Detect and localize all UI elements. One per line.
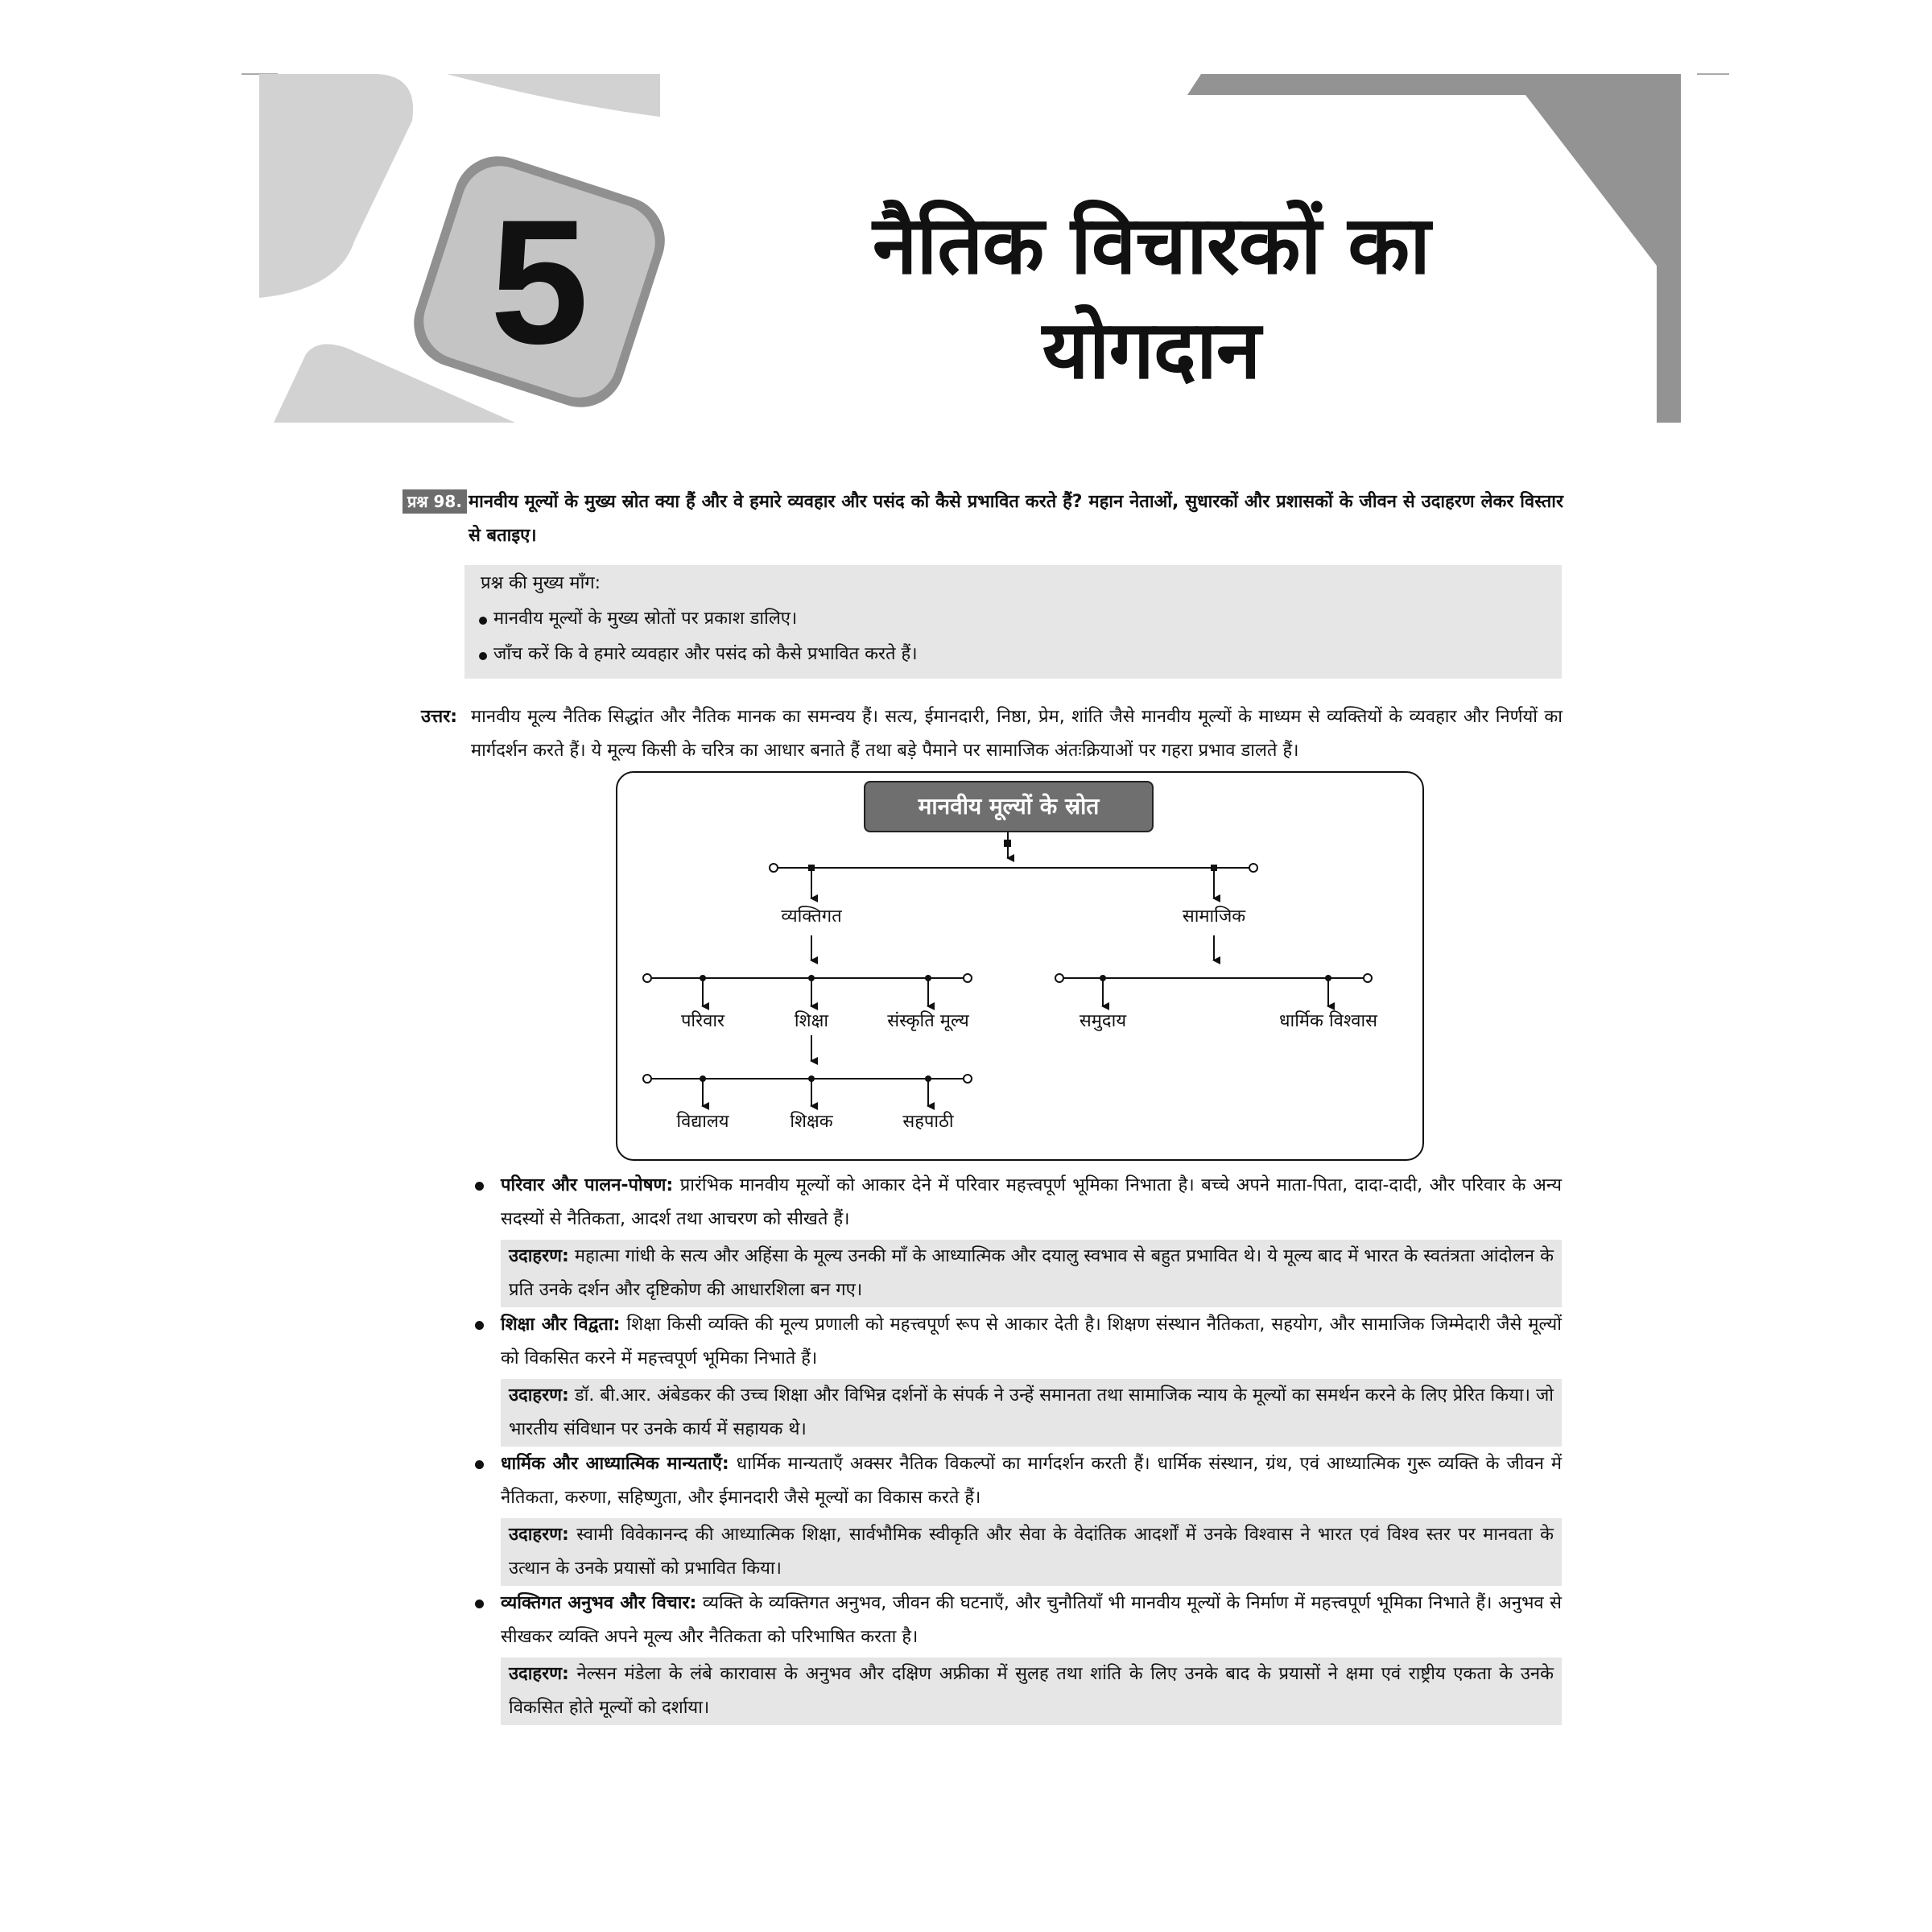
point-religion [501,1447,1562,1515]
diagram-node-personal: व्यक्तिगत [781,906,842,927]
chapter-number: 5 [489,183,589,381]
diagram-node-classmate: सहपाठी [902,1112,954,1132]
point-text: धार्मिक मान्यताएँ अक्सर नैतिक विकल्पों का मार्गदर्शन करती हैं। धार्मिक संस्थान, ग्रंथ, एवं आध्यात्मिक गुरू व्यक्ति के जीवन में नैतिकता, करुणा, सहिष्णुता, और ईमानदारी जैसे मूल्यों का विकास करते हैं। [501,1454,1562,1508]
point-experience [501,1587,1562,1654]
example-box [501,1379,1562,1447]
example-text: महात्मा गांधी के सत्य और अहिंसा के मूल्य उनकी माँ के आध्यात्मिक और दयालु स्वभाव से बहुत प्रभावित थे। ये मूल्य बाद में भारत के स्वतंत्रता आंदोलन के प्रति उनके दर्शन और दृष्टिकोण की आधारशिला बन गए। [509,1246,1554,1300]
answer-label: उत्तर: [421,707,458,727]
diagram-root-node: मानवीय मूल्यों के स्रोत [864,781,1154,832]
diagram-node-culture: संस्कृति मूल्य [887,1011,969,1031]
chapter-title [708,193,1594,402]
decor-shape-left-top [259,74,413,298]
example-text: स्वामी विवेकानन्द की आध्यात्मिक शिक्षा, सार्वभौमिक स्वीकृति और सेवा के वेदांतिक आदर्शों में उनके विश्वास ने भारत एवं विश्व स्तर पर मानवता के उत्थान के उनके प्रयासों को प्रभावित किया। [509,1525,1554,1579]
point-heading: शिक्षा और विद्वता: [501,1315,621,1335]
point-text: प्रारंभिक मानवीय मूल्यों को आकार देने में परिवार महत्त्वपूर्ण भूमिका निभाता है। बच्चे अपने माता-पिता, दादा-दादी, और परिवार के अन्य सदस्यों से नैतिकता, आदर्श तथा आचरण को सीखते हैं। [501,1175,1562,1229]
point-family [501,1169,1562,1236]
diagram-node-social: सामाजिक [1182,906,1246,927]
chapter-title-line-2: योगदान [1042,303,1261,397]
question-text: मानवीय मूल्यों के मुख्य स्रोत क्या हैं और वे हमारे व्यवहार और पसंद को कैसे प्रभावित करते हैं? महान नेताओं, सुधारकों और प्रशासकों के जीवन से उदाहरण लेकर विस्तार से बताइए। [469,492,1563,546]
diagram-node-family: परिवार [680,1011,725,1031]
example-box [501,1657,1562,1725]
example-label: उदाहरण: [509,1385,569,1406]
diagram-node-education: शिक्षा [794,1011,829,1031]
diagram-node-community: समुदाय [1079,1011,1127,1031]
answer-text: मानवीय मूल्य नैतिक सिद्धांत और नैतिक मानक का समन्वय हैं। सत्य, ईमानदारी, निष्ठा, प्रेम, शांति जैसे मानवीय मूल्यों के माध्यम से व्यक्तियों के व्यवहार और निर्णयों का मार्गदर्शन करते हैं। ये मूल्य किसी के चरित्र का आधार बनाते हैं तथा बड़े पैमाने पर सामाजिक अंतःक्रियाओं पर गहरा प्रभाव डालते हैं। [471,707,1563,761]
example-text: डॉ. बी.आर. अंबेडकर की उच्च शिक्षा और विभिन्न दर्शनों के संपर्क ने उन्हें समानता तथा सामाजिक न्याय के मूल्यों का समर्थन करने के लिए प्रेरित किया। जो भारतीय संविधान पर उनके कार्य में सहायक थे। [509,1385,1554,1439]
demand-title: प्रश्न की मुख्य माँग: [481,573,601,593]
example-label: उदाहरण: [509,1246,569,1266]
point-education [501,1308,1562,1376]
diagram-node-religious-belief: धार्मिक विश्वास [1278,1011,1378,1031]
example-box [501,1518,1562,1586]
point-text: व्यक्ति के व्यक्तिगत अनुभव, जीवन की घटनाएँ, और चुनौतियाँ भी मानवीय मूल्यों के निर्माण में महत्त्वपूर्ण भूमिका निभाते हैं। अनुभव से सीखकर व्यक्ति अपने मूल्य और नैतिकता को परिभाषित करता है। [501,1593,1562,1647]
point-heading: व्यक्तिगत अनुभव और विचार: [501,1593,697,1613]
demand-item: जाँच करें कि वे हमारे व्यवहार और पसंद को कैसे प्रभावित करते हैं। [493,641,918,668]
chapter-title-line-1: नैतिक विचारकों का [872,198,1430,292]
point-heading: धार्मिक और आध्यात्मिक मान्यताएँ: [501,1454,729,1474]
example-label: उदाहरण: [509,1525,569,1545]
point-text: शिक्षा किसी व्यक्ति की मूल्य प्रणाली को महत्त्वपूर्ण रूप से आकार देती है। शिक्षण संस्थान नैतिकता, सहयोग, और सामाजिक जिम्मेदारी जैसे मूल्यों को विकसित करने में महत्त्वपूर्ण भूमिका निभाते हैं। [501,1315,1562,1368]
demand-item: मानवीय मूल्यों के मुख्य स्रोतों पर प्रकाश डालिए। [493,605,797,633]
question-number-badge: प्रश्न 98. [402,489,467,514]
diagram-node-school: विद्यालय [676,1112,729,1132]
example-label: उदाहरण: [509,1664,569,1684]
question-demand-box [464,565,1562,679]
example-box [501,1240,1562,1307]
decor-shape-top-band [447,74,660,117]
point-heading: परिवार और पालन-पोषण: [501,1175,674,1195]
diagram-node-teacher: शिक्षक [790,1112,833,1132]
example-text: नेल्सन मंडेला के लंबे कारावास के अनुभव और दक्षिण अफ्रीका में सुलह तथा शांति के लिए उनके बाद के प्रयासों ने क्षमा एवं राष्ट्रीय एकता के उनके विकसित होते मूल्यों को दर्शाया। [509,1664,1554,1718]
